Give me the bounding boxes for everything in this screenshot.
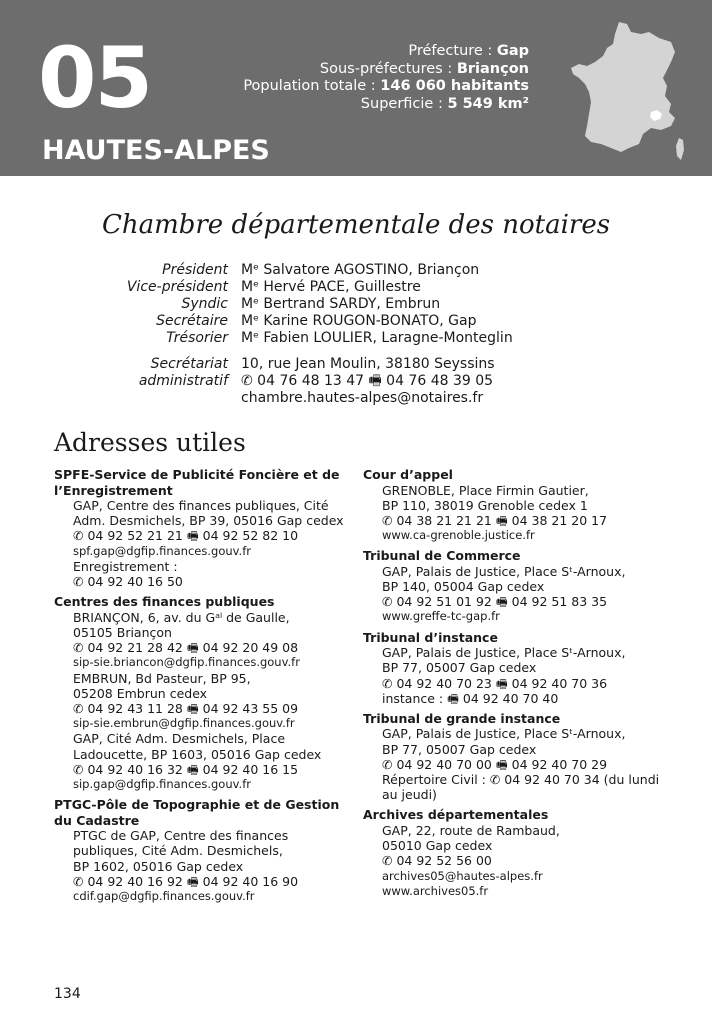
address-line: 05010 Gap cedex <box>382 838 493 854</box>
secretariat-phones: ✆ 04 76 48 13 47 🖷 04 76 48 39 05 <box>241 373 494 389</box>
address-line: BP 110, 38019 Grenoble cedex 1 <box>382 497 588 513</box>
address-entry-title: Tribunal d’instance <box>363 629 498 645</box>
address-link[interactable]: spf.gap@dgfip.finances.gouv.fr <box>73 543 251 558</box>
address-line: GAP, Palais de Justice, Place Sᵗ-Arnoux, <box>382 563 626 579</box>
fact-label: Sous-préfectures : <box>319 60 457 77</box>
address-line: BRIANÇON, 6, av. du Gᵃˡ de Gaulle, <box>73 609 290 625</box>
fact-value: 146 060 habitants <box>380 78 529 94</box>
useful-addresses-title: Adresses utiles <box>54 428 246 457</box>
address-line: ✆ 04 92 40 70 23 🖷 04 92 40 70 36 <box>382 675 608 691</box>
address-entry-title: Archives départementales <box>363 807 549 823</box>
address-line: ✆ 04 92 52 56 00 <box>382 853 492 869</box>
address-line: PTGC de GAP, Centre des finances <box>73 828 289 844</box>
fact-area <box>243 96 529 114</box>
address-line: GAP, 22, route de Rambaud, <box>382 822 560 838</box>
address-entry <box>54 467 354 589</box>
address-entry-title: Tribunal de Commerce <box>363 548 521 564</box>
fact-population <box>243 78 529 96</box>
address-line: ✆ 04 38 21 21 21 🖷 04 38 21 20 17 <box>382 512 608 528</box>
officer-row <box>100 296 660 313</box>
secretariat-row <box>100 373 660 390</box>
address-entry <box>363 807 663 899</box>
france-map-icon <box>567 18 692 168</box>
address-link[interactable]: www.greffe-tc-gap.fr <box>382 609 500 624</box>
officer-row <box>100 313 660 330</box>
address-line: 05105 Briançon <box>73 624 172 640</box>
address-line: GAP, Cité Adm. Desmichels, Place <box>73 731 286 747</box>
fact-label: Préfecture : <box>408 43 497 59</box>
address-line: BP 77, 05007 Gap cedex <box>382 741 537 757</box>
address-entry <box>363 548 663 624</box>
address-entry <box>363 467 663 543</box>
address-line: GRENOBLE, Place Firmin Gautier, <box>382 482 589 498</box>
address-entry <box>363 630 663 706</box>
address-entry <box>54 594 354 792</box>
secretariat-email[interactable]: chambre.hautes-alpes@notaires.fr <box>241 390 484 406</box>
address-line: 05208 Embrun cedex <box>73 685 208 701</box>
chamber-officers <box>100 262 660 407</box>
address-line: ✆ 04 92 52 21 21 🖷 04 92 52 82 10 <box>73 528 299 544</box>
secretariat-role: Secrétariat <box>150 356 228 372</box>
address-entry-title: Cour d’appel <box>363 467 453 482</box>
address-link[interactable]: sip-sie.embrun@dgfip.finances.gouv.fr <box>73 716 295 731</box>
officer-role: Vice-président <box>126 279 228 295</box>
officer-name: Mᵉ Fabien LOULIER, Laragne-Monteglin <box>241 330 513 346</box>
address-line: BP 77, 05007 Gap cedex <box>382 660 537 676</box>
address-entry-title: Centres des finances publiques <box>54 594 275 610</box>
officer-role: Trésorier <box>166 330 228 346</box>
department-number: 05 <box>38 29 151 127</box>
officer-row <box>100 279 660 296</box>
chamber-title: Chambre départementale des notaires <box>101 210 611 240</box>
department-header <box>0 0 712 176</box>
address-entry-title: Tribunal de grande instance <box>363 710 561 726</box>
address-line: EMBRUN, Bd Pasteur, BP 95, <box>73 670 251 686</box>
fact-value: Gap <box>496 43 529 59</box>
address-line: ✆ 04 92 40 16 50 <box>73 574 183 590</box>
department-name: HAUTES-ALPES <box>42 135 270 166</box>
secretariat-role-empty <box>100 390 241 407</box>
secretariat-block <box>100 356 660 407</box>
address-link[interactable]: archives05@hautes-alpes.fr <box>382 868 543 883</box>
address-link[interactable]: www.archives05.fr <box>382 883 489 898</box>
address-line: instance : 🖷 04 92 40 70 40 <box>382 690 559 706</box>
fact-value: 5 549 km² <box>447 95 529 112</box>
secretariat-address: 10, rue Jean Moulin, 38180 Seyssins <box>241 356 495 372</box>
officer-role: Syndic <box>181 296 228 312</box>
officer-name: Mᵉ Bertrand SARDY, Embrun <box>241 296 441 312</box>
address-link[interactable]: cdif.gap@dgfip.finances.gouv.fr <box>73 888 255 903</box>
address-link[interactable]: www.ca-grenoble.justice.fr <box>382 528 535 543</box>
page-number: 134 <box>54 986 81 1002</box>
address-line: Ladoucette, BP 1603, 05016 Gap cedex <box>73 746 322 762</box>
fact-label: Population totale : <box>243 78 381 94</box>
address-entry-title: PTGC-Pôle de Topographie et de Gestion du Cadastre <box>54 797 340 828</box>
officer-role: Président <box>162 262 228 278</box>
officer-row <box>100 262 660 279</box>
officer-name: Mᵉ Hervé PACE, Guillestre <box>241 279 421 295</box>
address-entry <box>54 797 354 904</box>
officer-role: Secrétaire <box>156 313 228 329</box>
department-facts <box>243 43 529 113</box>
address-line: GAP, Centre des finances publiques, Cité <box>73 498 329 513</box>
address-line: publiques, Cité Adm. Desmichels, <box>73 843 283 859</box>
fact-subprefecture <box>243 61 529 79</box>
fact-label: Superficie : <box>360 95 448 112</box>
officer-name: Mᵉ Salvatore AGOSTINO, Briançon <box>241 262 480 278</box>
address-line: ✆ 04 92 43 11 28 🖷 04 92 43 55 09 <box>73 700 299 716</box>
officer-name: Mᵉ Karine ROUGON-BONATO, Gap <box>241 313 477 329</box>
useful-addresses-left-column <box>54 467 354 909</box>
address-line: Répertoire Civil : ✆ 04 92 40 70 34 (du lundi <box>382 772 660 788</box>
address-line: ✆ 04 92 51 01 92 🖷 04 92 51 83 35 <box>382 594 608 610</box>
secretariat-row <box>100 356 660 373</box>
secretariat-role: administratif <box>138 373 228 389</box>
address-link[interactable]: sip.gap@dgfip.finances.gouv.fr <box>73 776 251 791</box>
secretariat-row <box>100 390 660 407</box>
address-line: au jeudi) <box>382 787 437 803</box>
address-entry-title: SPFE-Service de Publicité Foncière et de l’Enregistrement <box>54 467 340 498</box>
address-line: BP 140, 05004 Gap cedex <box>382 579 545 595</box>
address-link[interactable]: sip-sie.briancon@dgfip.finances.gouv.fr <box>73 655 300 670</box>
address-line: ✆ 04 92 40 16 92 🖷 04 92 40 16 90 <box>73 873 299 889</box>
address-line: BP 1602, 05016 Gap cedex <box>73 858 244 874</box>
address-line: ✆ 04 92 21 28 42 🖷 04 92 20 49 08 <box>73 640 299 656</box>
address-line: GAP, Palais de Justice, Place Sᵗ-Arnoux, <box>382 645 626 661</box>
officer-row <box>100 330 660 347</box>
address-line: ✆ 04 92 40 70 00 🖷 04 92 40 70 29 <box>382 756 608 772</box>
fact-prefecture <box>243 43 529 61</box>
address-line: ✆ 04 92 40 16 32 🖷 04 92 40 16 15 <box>73 761 299 777</box>
address-line: Adm. Desmichels, BP 39, 05016 Gap cedex <box>73 513 344 529</box>
address-line: GAP, Palais de Justice, Place Sᵗ-Arnoux, <box>382 726 626 742</box>
fact-value: Briançon <box>456 60 529 77</box>
useful-addresses-right-column <box>363 467 663 904</box>
address-entry <box>363 711 663 803</box>
address-line: Enregistrement : <box>73 558 178 574</box>
